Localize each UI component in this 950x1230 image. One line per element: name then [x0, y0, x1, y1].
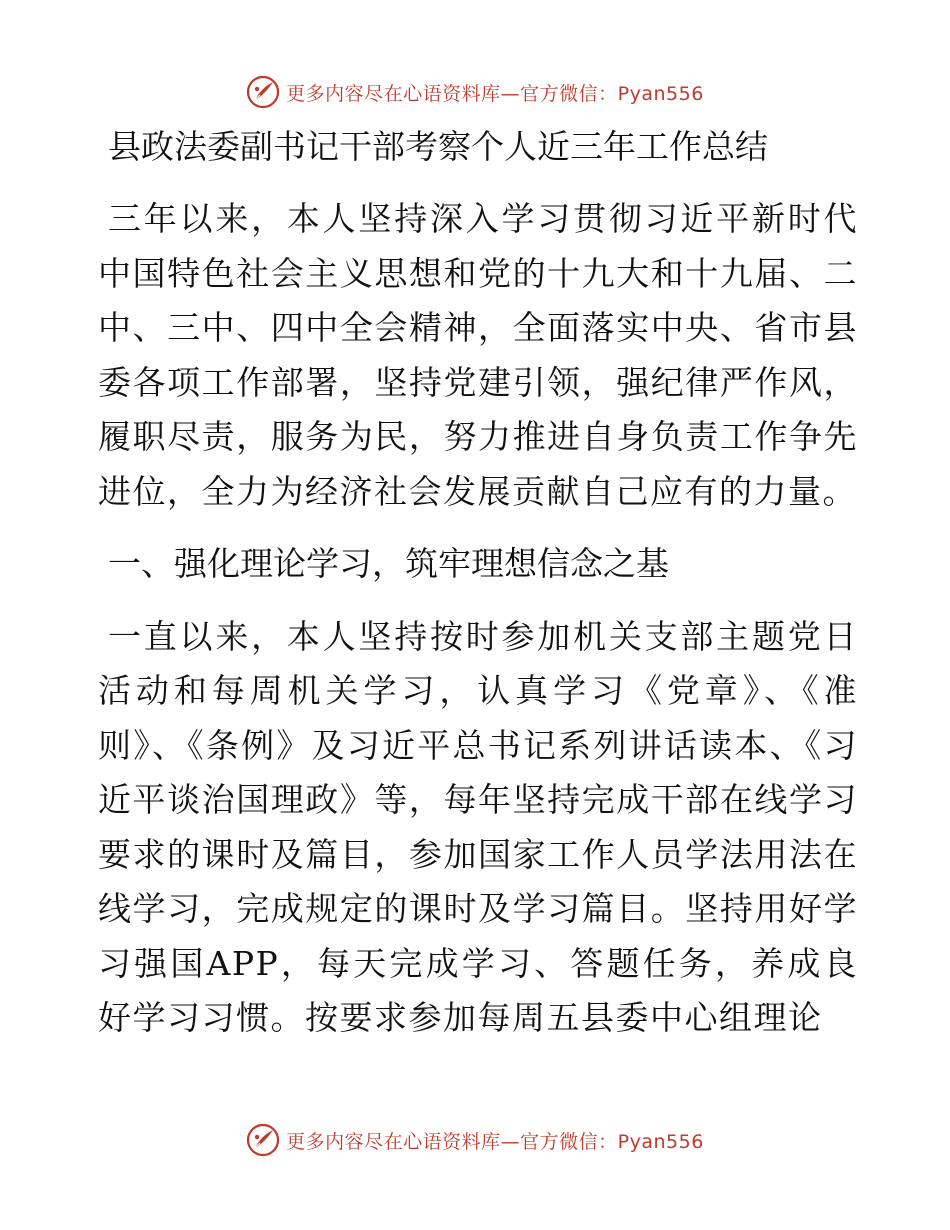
document-title: 县政法委副书记干部考察个人近三年工作总结 [108, 127, 768, 166]
section-1-paragraph [98, 610, 858, 1046]
intro-paragraph-text: 三年以来，本人坚持深入学习贯彻习近平新时代中国特色社会主义思想和党的十九大和十九届、二中、三中、四中全会精神，全面落实中央、省市县委各项工作部署，坚持党建引领，强纪律严作风，履职尽责，服务为民，努力推进自身负责工作争先进位，全力为经济社会发展贡献自己应有的力量。 [98, 199, 858, 511]
watermark-text: 更多内容尽在心语资料库—官方微信：Pyan556 [286, 1130, 704, 1153]
quill-pen-icon [246, 1123, 280, 1157]
section-heading-1: 一、强化理论学习，筑牢理想信念之基 [108, 544, 669, 583]
watermark-header [0, 72, 950, 112]
watermark-footer [0, 1120, 950, 1160]
section-1-paragraph-text: 一直以来，本人坚持按时参加机关支部主题党日活动和每周机关学习，认真学习《党章》、《准则》、《条例》及习近平总书记系列讲话读本、《习近平谈治国理政》等，每年坚持完成干部在线学习要求的课时及篇目，参加国家工作人员学法用法在线学习，完成规定的课时及学习篇目。坚持用好学习强国APP，每天完成学习、答题任务，养成良好学习习惯。按要求参加每周五县委中心组理论 [98, 616, 858, 1037]
document-body [98, 122, 858, 1046]
quill-pen-icon [246, 75, 280, 109]
intro-paragraph [98, 192, 858, 519]
watermark-text: 更多内容尽在心语资料库—官方微信：Pyan556 [286, 82, 704, 105]
